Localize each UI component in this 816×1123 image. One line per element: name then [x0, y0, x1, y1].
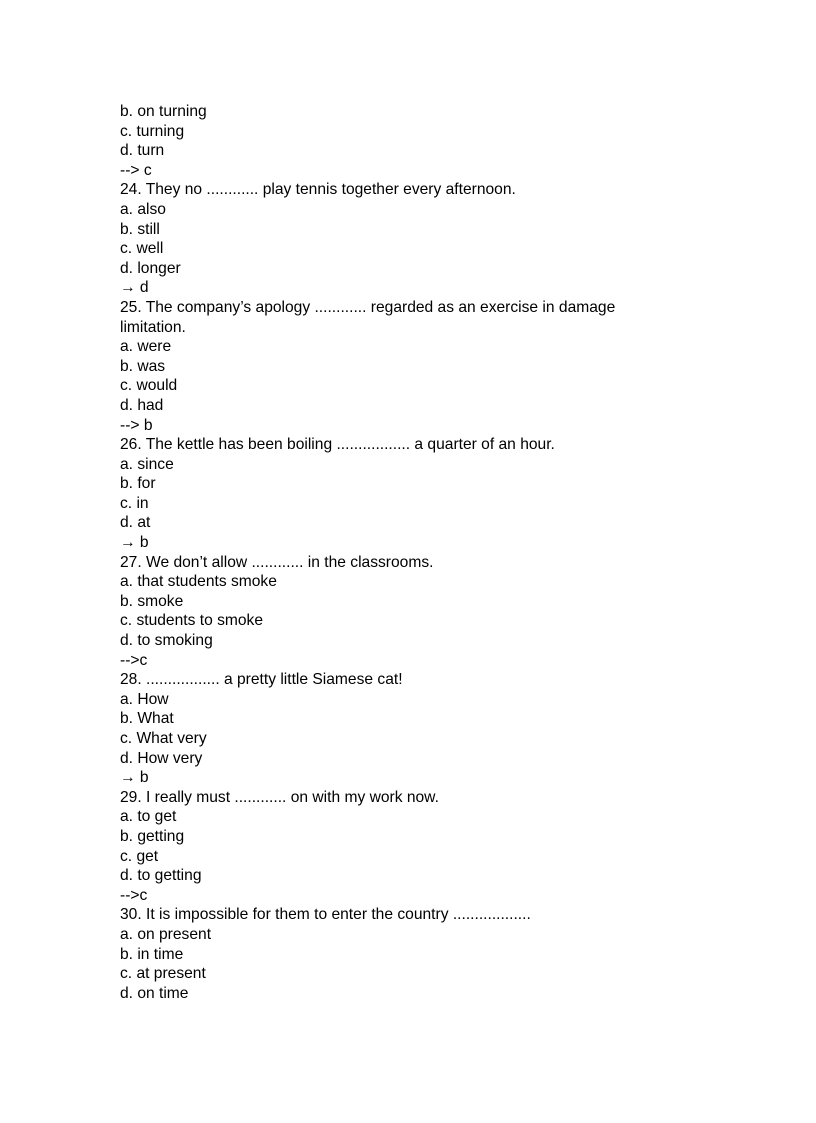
question-text: 26. The kettle has been boiling ................. a quarter of an hour. [120, 436, 555, 454]
option-b: b. getting [120, 827, 185, 845]
answer-line: → b [120, 769, 149, 787]
option-c: c. What very [120, 730, 207, 747]
question-text: 25. The company’s apology ............ regarded as an exercise in damage limitation. [120, 298, 616, 336]
question-27 [120, 553, 780, 671]
question-text: 24. They no ............ play tennis together every afternoon. [120, 181, 516, 199]
option-c: c. in [120, 494, 149, 512]
option-d: d. longer [120, 259, 181, 277]
option-b: b. was [120, 357, 166, 375]
question-23-continued [120, 102, 780, 180]
question-text: 29. I really must ............ on with my work now. [120, 788, 439, 806]
option-c: c. at present [120, 965, 206, 983]
option-c: c. students to smoke [120, 612, 264, 630]
option-c: c. would [120, 377, 178, 395]
option-c: c. get [120, 847, 159, 865]
option-d: d. to getting [120, 867, 202, 885]
option-b: b. smoke [120, 592, 184, 610]
question-29 [120, 788, 780, 906]
question-text: 27. We don’t allow ............ in the classrooms. [120, 553, 434, 571]
option-a: a. How [120, 690, 169, 708]
option-a: a. since [120, 455, 174, 473]
question-24 [120, 180, 780, 298]
option-d: d. at [120, 514, 151, 532]
question-text: 28. ................. a pretty little Siamese cat! [120, 671, 403, 689]
question-text: 30. It is impossible for them to enter the country .................. [120, 906, 531, 924]
question-25 [120, 298, 780, 435]
answer-line: → d [120, 279, 149, 297]
option-d: d. How very [120, 749, 203, 767]
option-d: d. turn [120, 142, 165, 160]
option-b: b. for [120, 475, 156, 493]
option-a: a. were [120, 338, 172, 356]
answer-line: → b [120, 534, 149, 552]
document-page [120, 102, 780, 1003]
option-b: b. in time [120, 945, 184, 963]
answer-line: --> c [120, 161, 152, 179]
question-26 [120, 435, 780, 553]
option-d: d. had [120, 396, 164, 414]
option-b: b. still [120, 220, 160, 238]
option-a: a. also [120, 200, 166, 218]
option-c: c. turning [120, 122, 185, 140]
answer-line: --> b [120, 416, 153, 434]
option-a: a. to get [120, 808, 177, 826]
option-d: d. on time [120, 984, 189, 1002]
answer-line: -->c [120, 886, 148, 904]
question-28 [120, 670, 780, 788]
question-30 [120, 905, 780, 1003]
option-b: b. What [120, 710, 174, 728]
answer-line: -->c [120, 651, 148, 669]
option-a: a. that students smoke [120, 573, 277, 591]
option-c: c. well [120, 240, 164, 258]
option-a: a. on present [120, 925, 212, 943]
option-d: d. to smoking [120, 632, 213, 650]
option-b: b. on turning [120, 103, 207, 120]
